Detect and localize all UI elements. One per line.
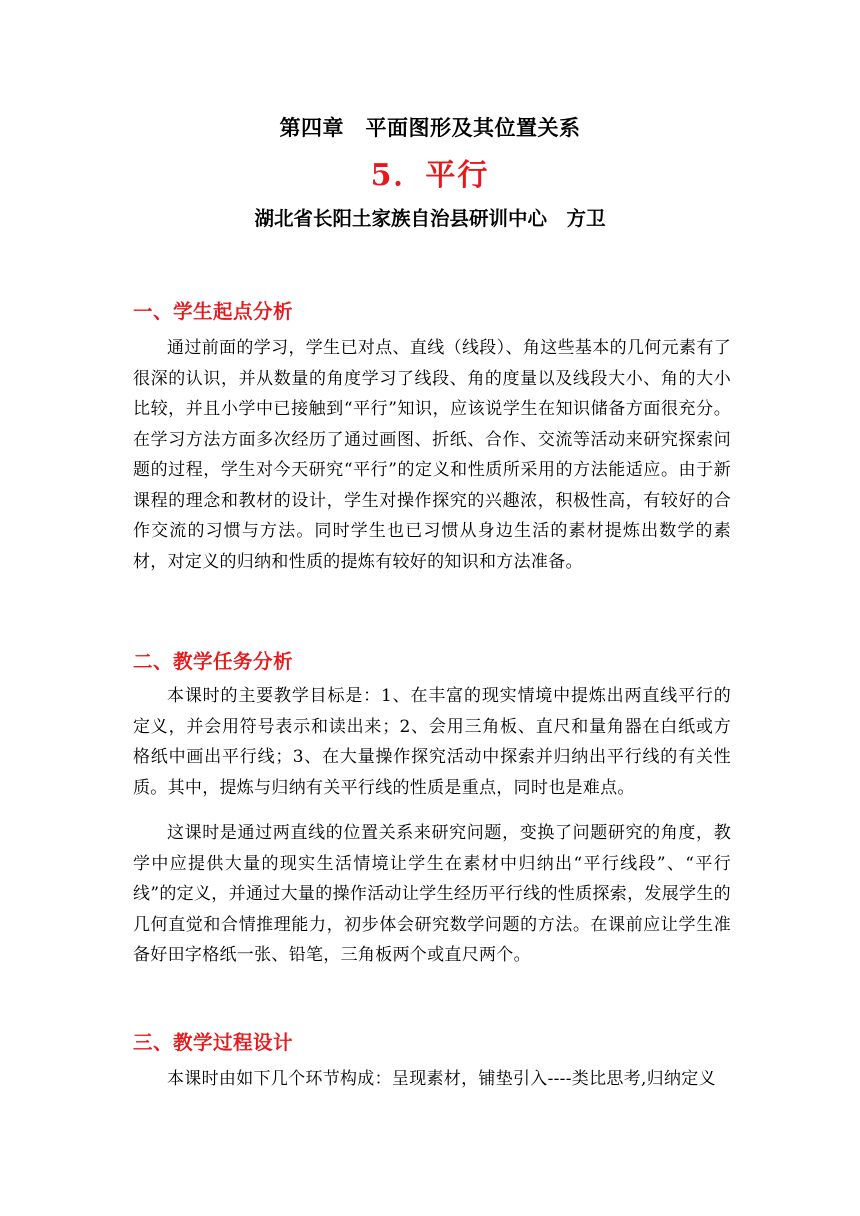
paragraph-process-intro: 本课时由如下几个环节构成：呈现素材，铺垫引入----类比思考,归纳定义 <box>167 1069 716 1089</box>
paragraph-task-approach: 这课时是通过两直线的位置关系来研究问题，变换了问题研究的角度，教学中应提供大量的现实生活情境让学生在素材中归纳出“平行线段”、“平行线”的定义，并通过大量的操作活动让学生经历平行线的性质探索，发展学生的几何直觉和合情推理能力，初步体会研究数学问题的方法。在课前应让学生准备好田字格纸一张、铅笔，三角板两个或直尺两个。 <box>133 823 731 965</box>
section-heading-task-analysis: 二、教学任务分析 <box>133 650 294 673</box>
section-heading-student-analysis: 一、学生起点分析 <box>133 300 294 323</box>
chapter-title: 第四章 平面图形及其位置关系 <box>279 115 581 140</box>
paragraph-student-analysis: 通过前面的学习，学生已对点、直线（线段）、角这些基本的几何元素有了很深的认识，并从数量的角度学习了线段、角的度量以及线段大小、角的大小比较，并且小学中已接触到“平行”知识，应该说学生在知识储备方面很充分。在学习方法方面多次经历了通过画图、折纸、合作、交流等活动来研究探索问题的过程，学生对今天研究“平行”的定义和性质所采用的方法能适应。由于新课程的理念和教材的设计，学生对操作探究的兴趣浓，积极性高，有较好的合作交流的习惯与方法。同时学生也已习惯从身边生活的素材提炼出数学的素材，对定义的归纳和性质的提炼有较好的知识和方法准备。 <box>133 338 731 572</box>
author-line: 湖北省长阳土家族自治县研训中心 方卫 <box>254 207 606 230</box>
section-heading-process-design: 三、教学过程设计 <box>133 1031 294 1054</box>
lesson-title: 5．平行 <box>370 158 490 193</box>
paragraph-task-goals: 本课时的主要教学目标是：1、在丰富的现实情境中提炼出两直线平行的定义，并会用符号表示和读出来；2、会用三角板、直尺和量角器在白纸或方格纸中画出平行线；3、在大量操作探究活动中探索并归纳出平行线的有关性质。其中，提炼与归纳有关平行线的性质是重点，同时也是难点。 <box>133 686 731 798</box>
